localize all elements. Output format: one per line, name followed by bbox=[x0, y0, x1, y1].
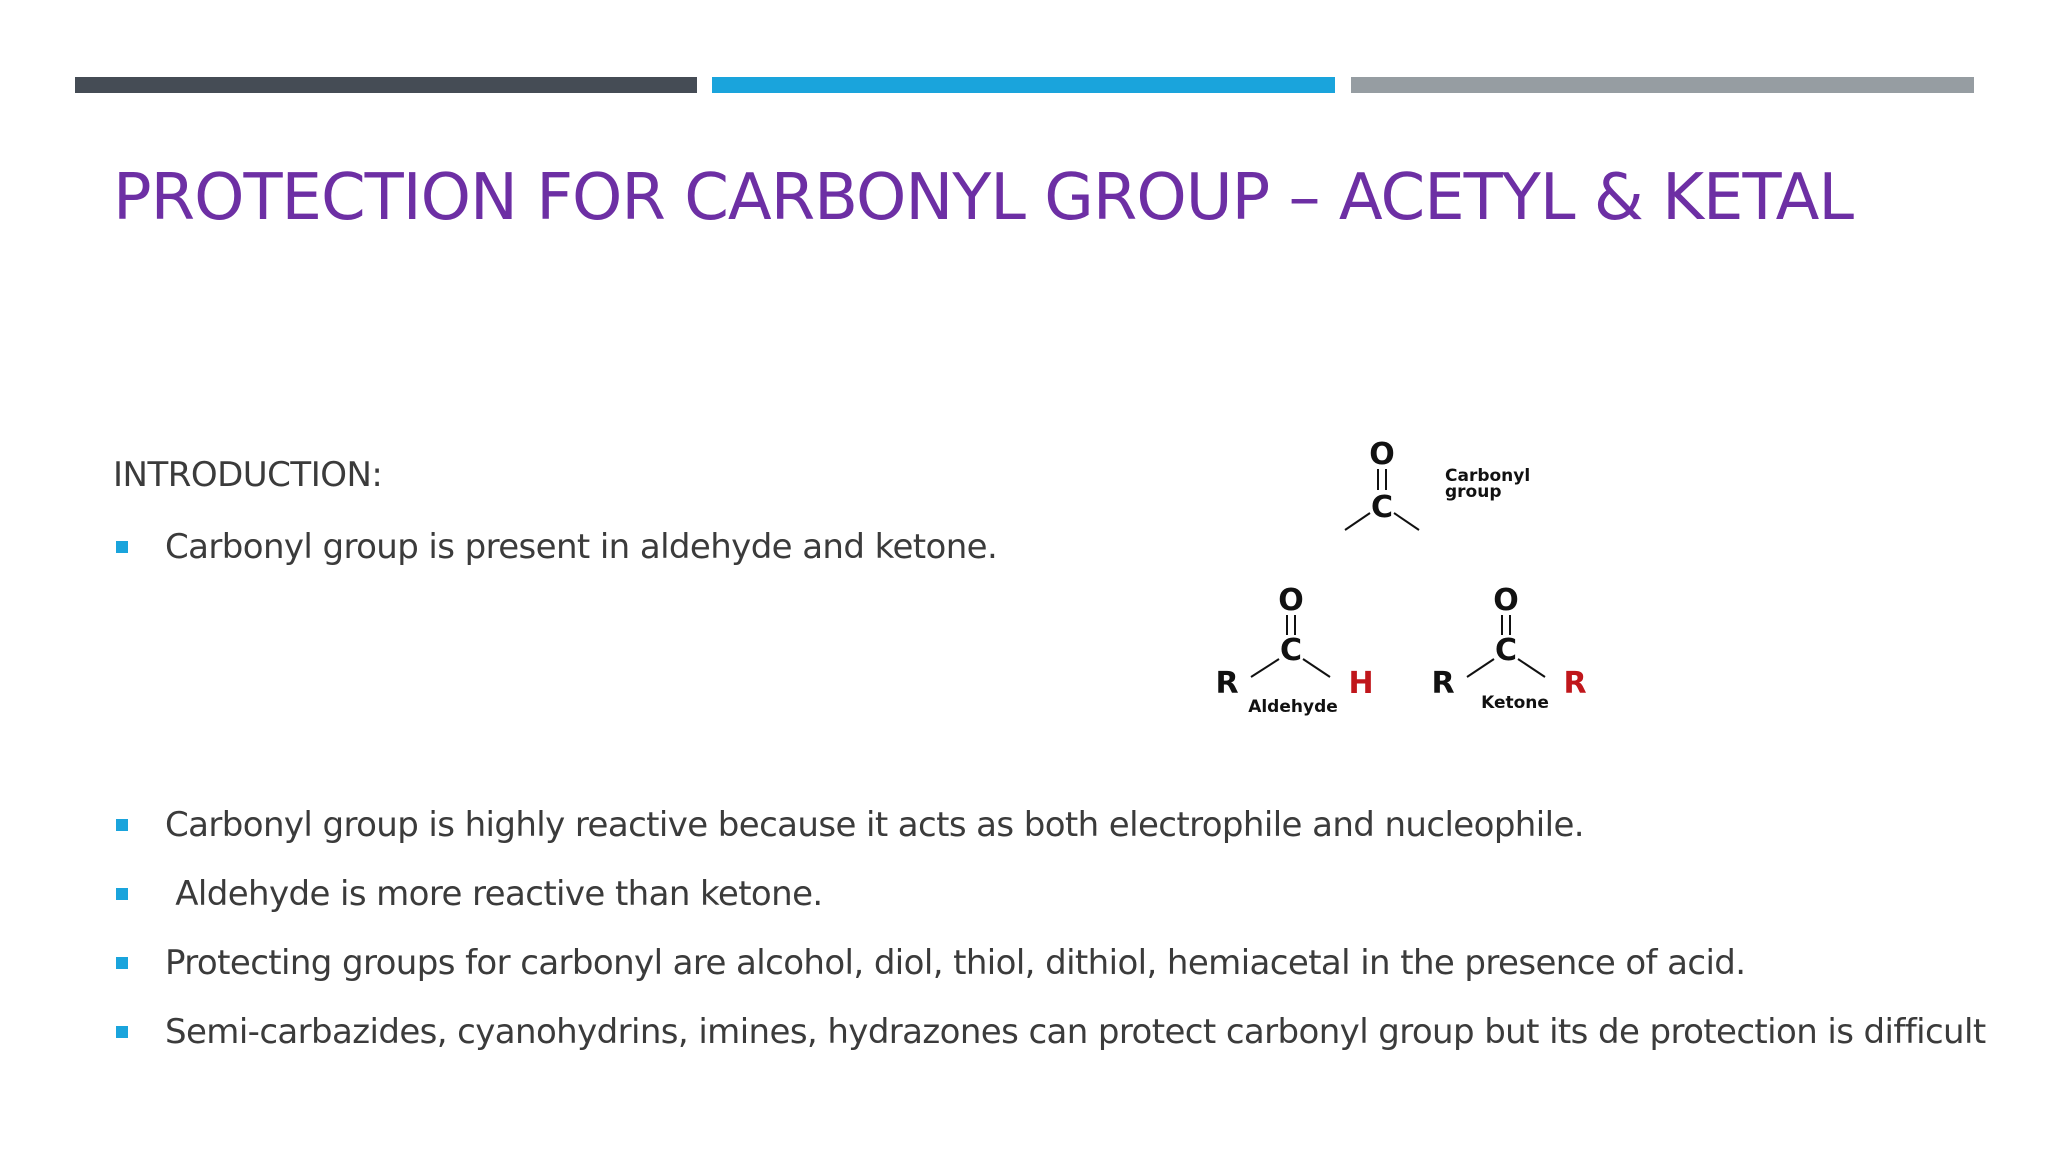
single-bond bbox=[1394, 513, 1419, 530]
square-bullet-icon bbox=[116, 888, 128, 900]
bullet-item bbox=[113, 1009, 1986, 1078]
carbonyl-group-structure bbox=[1345, 437, 1530, 530]
bullet-text: Semi-carbazides, cyanohydrins, imines, hydrazones can protect carbonyl group but its de protection is difficult bbox=[165, 1012, 1986, 1052]
single-bond bbox=[1518, 659, 1545, 677]
accent-bar-dark bbox=[75, 77, 697, 93]
oxygen-atom: O bbox=[1493, 583, 1519, 618]
bullet-text: Carbonyl group is present in aldehyde and ketone. bbox=[165, 527, 998, 567]
carbonyl-label: Carbonyl bbox=[1445, 466, 1531, 486]
square-bullet-icon bbox=[116, 957, 128, 969]
carbon-atom: C bbox=[1279, 633, 1303, 668]
bullet-list-top bbox=[113, 524, 997, 593]
r-group-atom: R bbox=[1563, 666, 1587, 701]
r-group-atom: R bbox=[1431, 666, 1455, 701]
single-bond bbox=[1345, 513, 1370, 530]
intro-heading: INTRODUCTION: bbox=[113, 455, 383, 495]
square-bullet-icon bbox=[116, 819, 128, 831]
carbon-atom: C bbox=[1370, 490, 1394, 525]
r-group-atom: R bbox=[1215, 666, 1239, 701]
bullet-list-bottom bbox=[113, 802, 1986, 1078]
square-bullet-icon bbox=[116, 541, 128, 553]
bullet-item bbox=[113, 802, 1986, 871]
carbon-atom: C bbox=[1494, 633, 1518, 668]
bullet-text: Carbonyl group is highly reactive because it acts as both electrophile and nucleophile. bbox=[165, 805, 1584, 845]
carbonyl-label: group bbox=[1445, 482, 1502, 502]
aldehyde-label: Aldehyde bbox=[1248, 697, 1338, 717]
hydrogen-atom: H bbox=[1348, 666, 1374, 701]
bullet-item bbox=[113, 871, 1986, 940]
oxygen-atom: O bbox=[1369, 437, 1395, 472]
ketone-label: Ketone bbox=[1481, 693, 1549, 713]
slide-title: PROTECTION FOR CARBONYL GROUP – ACETYL & KETAL bbox=[113, 161, 1854, 235]
accent-bar-blue bbox=[712, 77, 1335, 93]
accent-bar-gray bbox=[1351, 77, 1974, 93]
square-bullet-icon bbox=[116, 1026, 128, 1038]
ketone-structure bbox=[1431, 583, 1586, 713]
carbonyl-structures-diagram bbox=[1195, 425, 1615, 730]
bullet-item bbox=[113, 940, 1986, 1009]
aldehyde-structure bbox=[1215, 583, 1373, 717]
bullet-text: Aldehyde is more reactive than ketone. bbox=[165, 874, 823, 914]
single-bond bbox=[1467, 659, 1494, 677]
bullet-text: Protecting groups for carbonyl are alcohol, diol, thiol, dithiol, hemiacetal in the presence of acid. bbox=[165, 943, 1746, 983]
bullet-item bbox=[113, 524, 997, 593]
single-bond bbox=[1303, 659, 1330, 677]
single-bond bbox=[1251, 659, 1279, 677]
oxygen-atom: O bbox=[1278, 583, 1304, 618]
